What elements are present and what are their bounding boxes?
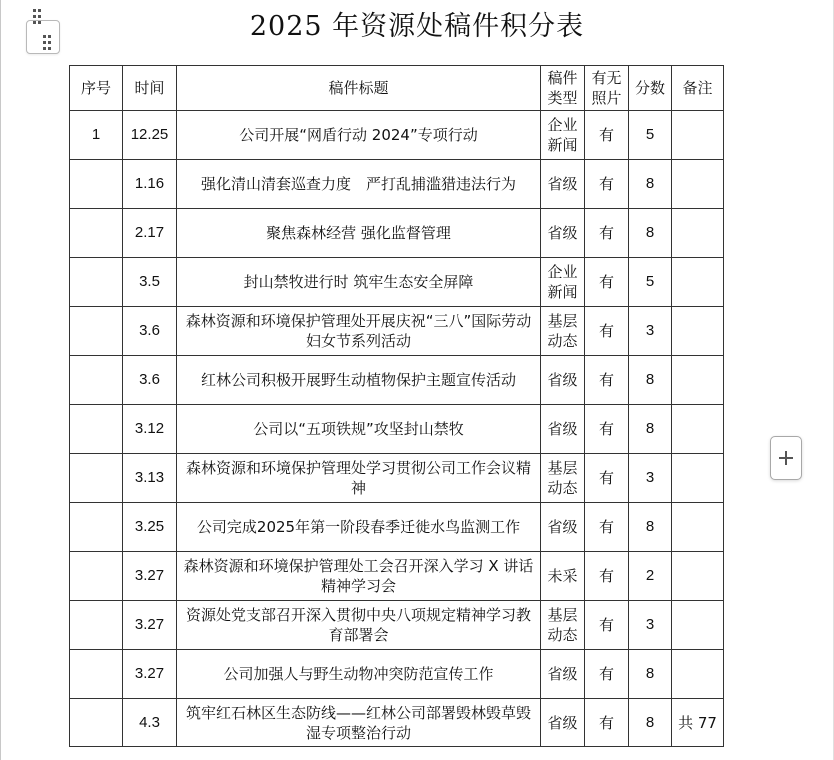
document-title: 2025 年资源处稿件积分表 [249,11,585,42]
cell-score[interactable]: 5 [629,258,672,307]
cell-type[interactable]: 省级 [541,650,585,699]
cell-no[interactable] [70,454,123,503]
cell-title[interactable]: 森林资源和环境保护管理处开展庆祝“三八”国际劳动妇女节系列活动 [177,307,541,356]
cell-photo[interactable]: 有 [585,209,629,258]
cell-no[interactable] [70,503,123,552]
cell-photo[interactable]: 有 [585,650,629,699]
cell-type[interactable]: 省级 [541,405,585,454]
cell-time[interactable]: 3.6 [123,307,177,356]
cell-time[interactable]: 3.12 [123,405,177,454]
cell-type[interactable]: 省级 [541,356,585,405]
cell-score[interactable]: 3 [629,601,672,650]
cell-note[interactable] [672,601,724,650]
cell-type[interactable]: 省级 [541,209,585,258]
cell-photo[interactable]: 有 [585,258,629,307]
cell-time[interactable]: 3.27 [123,601,177,650]
table-row [70,552,724,601]
cell-note[interactable] [672,503,724,552]
cell-type[interactable]: 企业新闻 [541,258,585,307]
cell-type[interactable]: 基层动态 [541,454,585,503]
cell-score[interactable]: 8 [629,405,672,454]
cell-title[interactable]: 红林公司积极开展野生动植物保护主题宣传活动 [177,356,541,405]
cell-no[interactable] [70,356,123,405]
table-row [70,601,724,650]
cell-title[interactable]: 公司以“五项铁规”攻坚封山禁牧 [177,405,541,454]
cell-title[interactable]: 筑牢红石林区生态防线——红林公司部署毁林毁草毁湿专项整治行动 [177,699,541,747]
cell-title[interactable]: 公司开展“网盾行动 2024”专项行动 [177,111,541,160]
cell-title[interactable]: 森林资源和环境保护管理处学习贯彻公司工作会议精神 [177,454,541,503]
cell-no[interactable] [70,258,123,307]
cell-type[interactable]: 省级 [541,160,585,209]
cell-score[interactable]: 8 [629,650,672,699]
cell-note[interactable] [672,258,724,307]
page-left-edge [0,0,1,760]
cell-no[interactable] [70,160,123,209]
cell-type[interactable]: 基层动态 [541,601,585,650]
cell-photo[interactable]: 有 [585,307,629,356]
cell-score[interactable]: 8 [629,209,672,258]
table-row [70,503,724,552]
header-photo: 有无照片 [585,66,629,111]
cell-no[interactable] [70,650,123,699]
cell-no[interactable]: 1 [70,111,123,160]
cell-no[interactable] [70,405,123,454]
cell-photo[interactable]: 有 [585,699,629,747]
cell-note[interactable] [672,209,724,258]
cell-photo[interactable]: 有 [585,111,629,160]
cell-note[interactable] [672,307,724,356]
table-row [70,111,724,160]
cell-score[interactable]: 2 [629,552,672,601]
cell-photo[interactable]: 有 [585,405,629,454]
cell-type[interactable]: 省级 [541,699,585,747]
cell-time[interactable]: 3.25 [123,503,177,552]
cell-photo[interactable]: 有 [585,160,629,209]
cell-score[interactable]: 3 [629,454,672,503]
cell-score[interactable]: 5 [629,111,672,160]
header-score: 分数 [629,66,672,111]
cell-time[interactable]: 2.17 [123,209,177,258]
cell-note[interactable] [672,111,724,160]
cell-no[interactable] [70,552,123,601]
cell-title[interactable]: 森林资源和环境保护管理处工会召开深入学习 X 讲话精神学习会 [177,552,541,601]
table-row [70,454,724,503]
cell-title[interactable]: 聚焦森林经营 强化监督管理 [177,209,541,258]
cell-time[interactable]: 3.5 [123,258,177,307]
cell-type[interactable]: 省级 [541,503,585,552]
cell-note[interactable] [672,160,724,209]
header-no: 序号 [70,66,123,111]
cell-note[interactable]: 共 77 [672,699,724,747]
header-type: 稿件类型 [541,66,585,111]
cell-no[interactable] [70,209,123,258]
add-row-button[interactable] [770,436,802,480]
table-row [70,650,724,699]
header-title: 稿件标题 [177,66,541,111]
cell-title[interactable]: 公司加强人与野生动物冲突防范宣传工作 [177,650,541,699]
table-row [70,160,724,209]
cell-note[interactable] [672,552,724,601]
cell-title[interactable]: 公司完成2025年第一阶段春季迁徙水鸟监测工作 [177,503,541,552]
header-time: 时间 [123,66,177,111]
cell-time[interactable]: 3.27 [123,650,177,699]
cell-note[interactable] [672,356,724,405]
cell-title[interactable]: 封山禁牧进行时 筑牢生态安全屏障 [177,258,541,307]
table-row [70,356,724,405]
cell-time[interactable]: 3.13 [123,454,177,503]
cell-type[interactable]: 未采 [541,552,585,601]
cell-photo[interactable]: 有 [585,503,629,552]
table-row [70,258,724,307]
cell-photo[interactable]: 有 [585,454,629,503]
cell-type[interactable]: 基层动态 [541,307,585,356]
cell-time[interactable]: 12.25 [123,111,177,160]
cell-no[interactable] [70,307,123,356]
table-header-row [70,66,724,111]
cell-type[interactable]: 企业新闻 [541,111,585,160]
table-row [70,699,724,747]
table-row [70,405,724,454]
cell-title[interactable]: 资源处党支部召开深入贯彻中央八项规定精神学习教育部署会 [177,601,541,650]
cell-note[interactable] [672,650,724,699]
header-note: 备注 [672,66,724,111]
table-row [70,209,724,258]
table-row [70,307,724,356]
cell-time[interactable]: 1.16 [123,160,177,209]
cell-note[interactable] [672,454,724,503]
score-table [69,65,724,747]
cell-title[interactable]: 强化清山清套巡查力度 严打乱捕滥猎违法行为 [177,160,541,209]
cell-time[interactable]: 3.27 [123,552,177,601]
cell-score[interactable]: 8 [629,160,672,209]
cell-score[interactable]: 8 [629,503,672,552]
cell-score[interactable]: 3 [629,307,672,356]
cell-time[interactable]: 3.6 [123,356,177,405]
cell-time[interactable]: 4.3 [123,699,177,747]
cell-photo[interactable]: 有 [585,356,629,405]
cell-no[interactable] [70,601,123,650]
cell-score[interactable]: 8 [629,699,672,747]
plus-icon [778,450,794,466]
cell-photo[interactable]: 有 [585,552,629,601]
cell-score[interactable]: 8 [629,356,672,405]
cell-no[interactable] [70,699,123,747]
cell-photo[interactable]: 有 [585,601,629,650]
cell-note[interactable] [672,405,724,454]
